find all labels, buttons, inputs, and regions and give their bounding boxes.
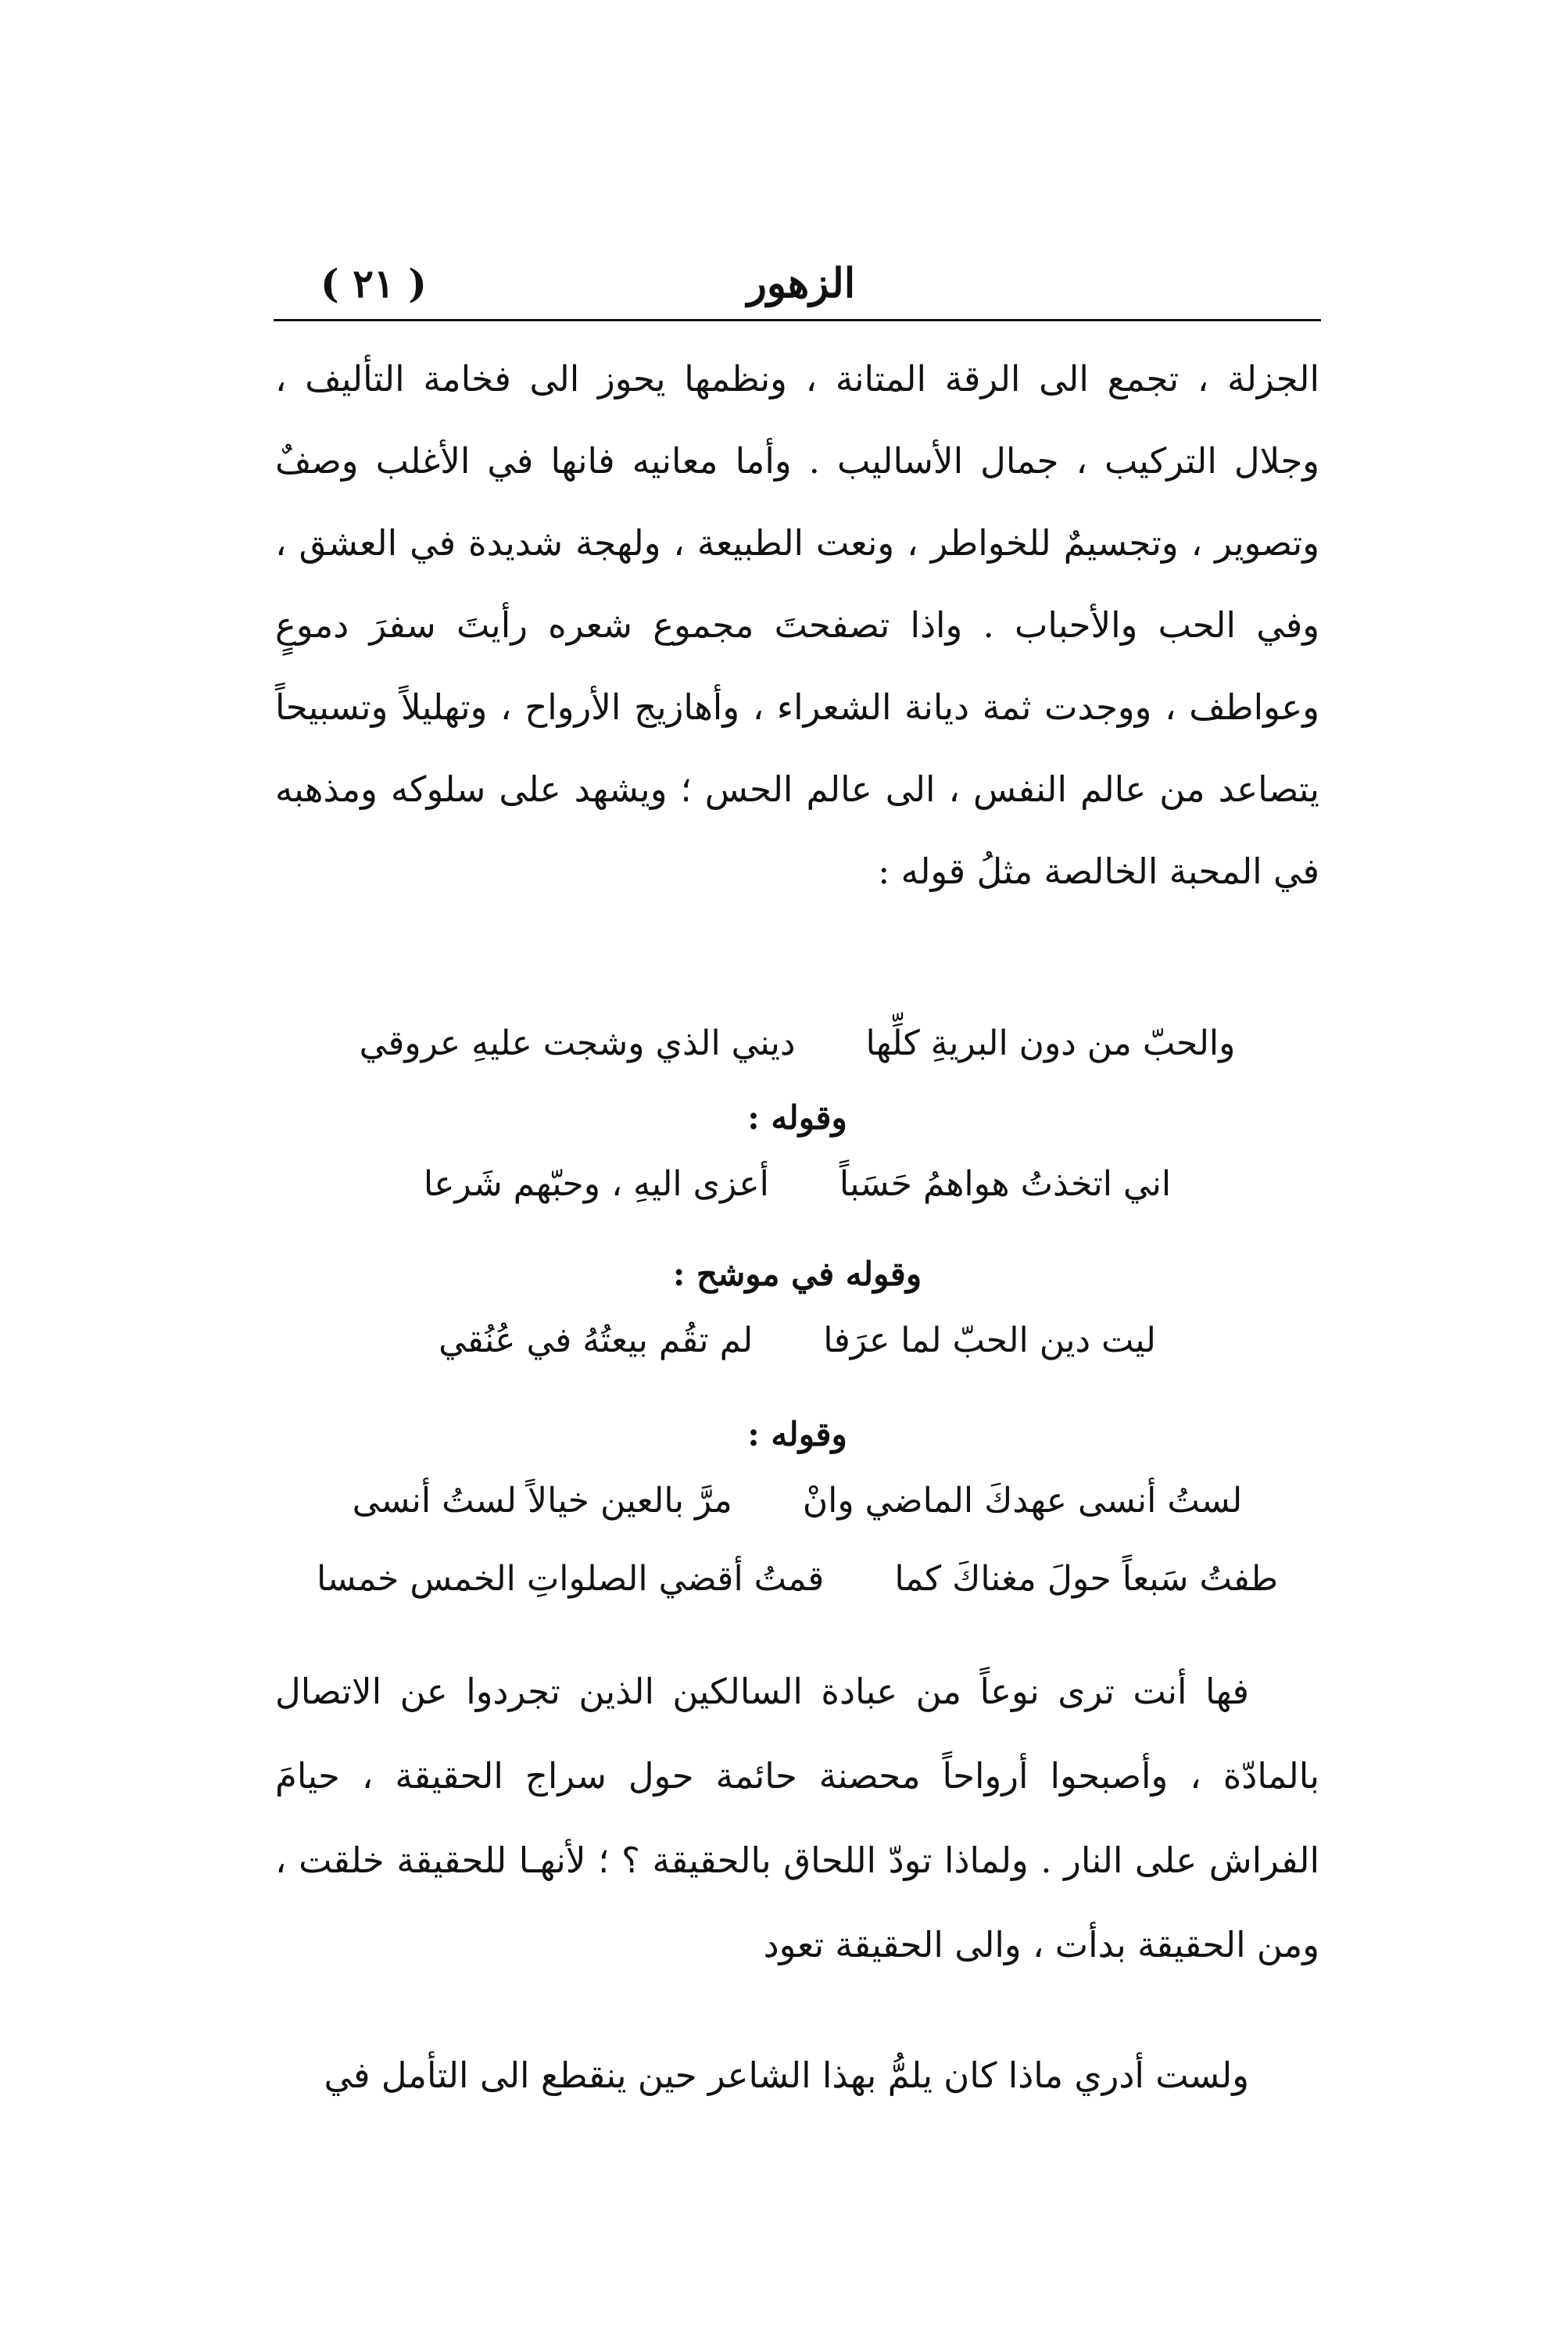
verse-hemistich-second: قمتُ أقضي الصلواتِ الخمس خمسا bbox=[317, 1559, 825, 1599]
verse-line bbox=[275, 1462, 1319, 1540]
verse-hemistich-first: طفتُ سَبعاً حولَ مغناكَ كما bbox=[894, 1559, 1278, 1599]
verse-line bbox=[275, 1302, 1319, 1380]
verse-group-1 bbox=[275, 1005, 1319, 1083]
header-rule bbox=[274, 319, 1321, 321]
verse-group-3 bbox=[275, 1247, 1319, 1380]
paragraph-text: فها أنت ترى نوعاً من عبادة السالكين الذين تجردوا عن الاتصال بالمادّة ، وأصبحوا أرواحاً محصنة حائمة حول سراج الحقيقة ، حيامَ الفراش على النار . ولماذا تودّ اللحاق بالحقيقة ؟ ؛ لأنهـا للحقيقة خلقت ، ومن الحقيقة بدأت ، والى الحقيقة تعود bbox=[275, 1671, 1319, 1965]
verse-hemistich-first: لستُ أنسى عهدكَ الماضي وانْ bbox=[802, 1481, 1243, 1521]
verse-hemistich-first: ليت دين الحبّ لما عرَفا bbox=[823, 1320, 1156, 1360]
verse-group-4 bbox=[275, 1407, 1319, 1618]
page-number: ( ٢١ ) bbox=[320, 260, 427, 306]
verse-group-2 bbox=[275, 1091, 1319, 1224]
verse-intro: وقوله : bbox=[747, 1415, 847, 1453]
verse-line bbox=[275, 1540, 1319, 1618]
verse-line bbox=[275, 1145, 1319, 1224]
paragraph-text: ولست أدري ماذا كان يلمُّ بهذا الشاعر حين ينقطع الى التأمل في bbox=[324, 2055, 1249, 2096]
paragraph-closing bbox=[275, 2037, 1319, 2115]
verse-line bbox=[275, 1005, 1319, 1083]
verse-intro: وقوله : bbox=[747, 1098, 847, 1137]
running-title: الزهور bbox=[746, 260, 856, 307]
verse-hemistich-second: ديني الذي وشجت عليهِ عروقي bbox=[359, 1023, 796, 1063]
verse-intro: وقوله في موشح : bbox=[672, 1255, 922, 1293]
paragraph-intro: الجزلة ، تجمع الى الرقة المتانة ، ونظمها يحوز الى فخامة التأليف ، وجلال التركيب ، جمال الأساليب . وأما معانيه فانها في الأغلب وصفٌ وتصوير ، وتجسيمٌ للخواطر ، ونعت الطبيعة ، ولهجة شديدة في العشق ، وفي الحب والأحباب . واذا تصفحتَ مجموع شعره رأيتَ سفرَ دموعٍ وعواطف ، ووجدت ثمة ديانة الشعراء ، وأهازيج الأرواح ، وتهليلاً وتسبيحاً يتصاعد من عالم النفس ، الى عالم الحس ؛ ويشهد على سلوكه ومذهبه في المحبة الخالصة مثلُ قوله : bbox=[275, 358, 1319, 892]
verse-hemistich-first: والحبّ من دون البريةِ كلِّها bbox=[865, 1023, 1236, 1063]
verse-hemistich-second: أعزى اليهِ ، وحبّهم شَرعا bbox=[423, 1164, 769, 1204]
verse-hemistich-first: اني اتخذتُ هواهمُ حَسَباً bbox=[839, 1164, 1172, 1204]
paragraph-commentary bbox=[275, 1650, 1319, 1987]
verse-hemistich-second: مرَّ بالعين خيالاً لستُ أنسى bbox=[352, 1481, 732, 1521]
verse-hemistich-second: لم تقُم بيعتُهُ في عُنُقي bbox=[439, 1320, 754, 1360]
page-header bbox=[281, 249, 1321, 319]
body-text-block bbox=[275, 338, 1319, 912]
